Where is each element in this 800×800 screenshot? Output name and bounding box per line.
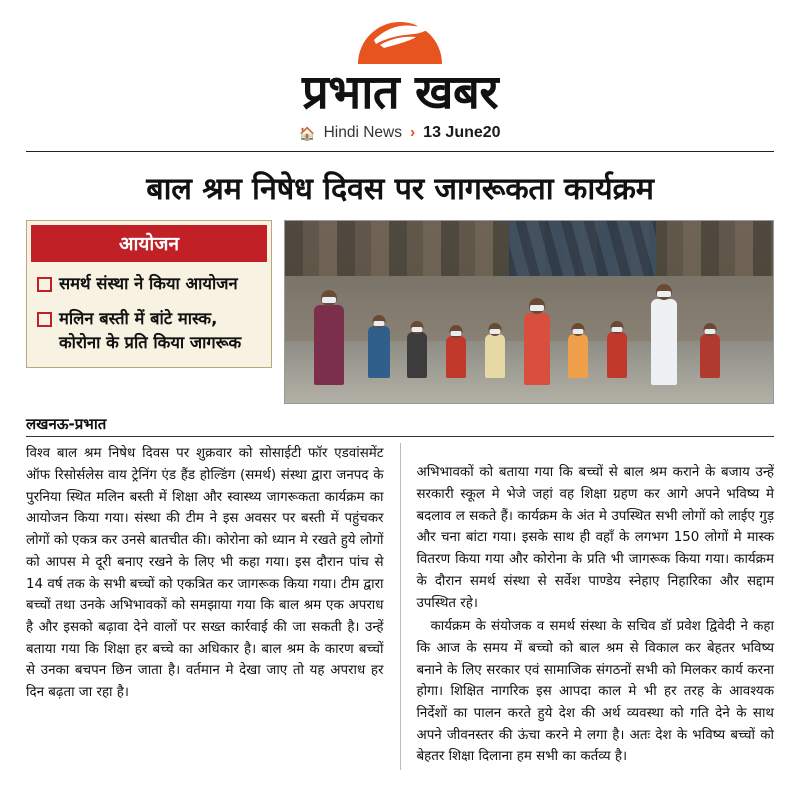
photo-tarpaulin-blue: [509, 221, 655, 283]
article-column-right: [416, 443, 774, 770]
photo-person-mask: [412, 327, 423, 332]
article-column-left: [26, 443, 384, 705]
photo-person: [524, 313, 550, 385]
article-body: [26, 443, 774, 770]
photo-person: [314, 305, 344, 385]
feature-row: [26, 220, 774, 404]
photo-person: [407, 332, 427, 378]
photo-person: [446, 336, 466, 378]
paragraph: कार्यक्रम के संयोजक व समर्थ संस्था के सचिव डॉ प्रवेश द्विवेदी ने कहा कि आज के समय में बच्चो को बाल श्रम से विकाल कर बेहतर भविष्य बनाने के लिए सरकार एवं सामाजिक संगठनों सभी को मिलकर कार्य करना होगा। शिक्षित नागरिक इस आपदा काल मे भी हर तरह के आवश्यक निर्देशों का पालन करते हुये देश की अर्थ व्यवस्था को गति देने के साथ अपने जीवनस्तर की ऊंचा करने मे लगा है। अतः देश के भविष्य बच्चों को बेहतर शिक्षा दिलाना हम सभी का कर्तव्य है।: [416, 619, 774, 765]
photo-person: [485, 334, 505, 378]
list-item: [37, 307, 261, 355]
aayojan-title: आयोजन: [31, 225, 267, 262]
photo-person-mask: [657, 291, 671, 297]
masthead-divider: [26, 151, 774, 152]
photo-person-mask: [490, 329, 501, 334]
home-icon: 🏠: [299, 125, 316, 141]
photo-person: [651, 299, 677, 385]
photo-person-mask: [573, 329, 584, 334]
photo-person-mask: [322, 297, 336, 303]
photo-person-mask: [704, 329, 715, 334]
aayojan-list: [27, 262, 271, 367]
photo-person: [607, 332, 627, 378]
paragraph: अभिभावकों को बताया गया कि बच्चों से बाल श्रम कराने के बजाय उन्हें सरकारी स्कूल मे भेजे जहां वह शिक्षा ग्रहण कर आगे अपने भविष्य मे बदलाव ल सकते हैं। कार्यक्रम के अंत मे उपस्थित सभी लोगों को लाईए गुड़ और चना बांटा गया। इसके साथ ही वहाँ के लगभग 150 लोगों मे मास्क वितरण किया गया और कोरोना के प्रति भी जागरूक किया गया। कार्यक्रम के दौरान समर्थ संस्था से सर्वेश पाण्डेय स्नेहाए निहारिका और सद्दाम उपस्थित रहे।: [416, 465, 774, 611]
list-item-label: मलिन बस्ती में बांटे मास्क, कोरोना के प्रति किया जागरूक: [59, 309, 242, 353]
aayojan-box: [26, 220, 272, 368]
paragraph: विश्व बाल श्रम निषेध दिवस पर शुक्रवार को सोसाईटी फॉर एडवांसमेंट ऑफ रिसोर्सलेस वाय ट्रेनिंग एंड हैंड होल्डिंग (समर्थ) संस्था द्वारा जनपद के पुरनिया स्थित मलिन बस्ती में शिक्षा और स्वास्थ्य जागरूकता कार्यक्रम का आयोजन किया गया। संस्था की टीम ने इस अवसर पर बस्ती में पहुंचकर लोगों को एकत्र कर उनसे बातचीत की। कोरोना को ध्यान मे रखते हुये लोगों को आपस मे दूरी बनाए रखने के लिए भी कहा गया। इस दौरान पांच से 14 वर्ष तक के सभी बच्चों को एकत्रित कर जागरूक किया गया। टीम द्वारा बच्चों तथा उनके अभिभावकों को समझाया गया कि बाल श्रम एक अपराध है और इसको बढ़ावा देने वालों पर सख्त कार्रवाई की जा सकती है। उन्हें बताया गया कि शिक्षा हर बच्चे का अधिकार है। बाल श्रम के कारण बच्चों से उनका बचपन छिन जाता है। वर्तमान मे देखा जाए तो यह अपराध हर दिन बढ़ता जा रहा है।: [26, 446, 384, 701]
breadcrumb-separator: ›: [410, 124, 416, 142]
list-item-label: समर्थ संस्था ने किया आयोजन: [59, 274, 238, 294]
photo-person-mask: [373, 321, 384, 326]
bird-icon: [370, 18, 440, 52]
photo-person-mask: [451, 331, 462, 336]
list-item: [37, 272, 261, 296]
masthead: [26, 10, 774, 152]
square-bullet-icon: [37, 277, 52, 292]
masthead-subline: [26, 124, 774, 142]
byline: लखनऊ-प्रभात: [26, 415, 107, 434]
logo-area: [26, 14, 774, 70]
photo-person: [700, 334, 720, 378]
photo-person: [368, 326, 390, 378]
square-bullet-icon: [37, 312, 52, 327]
sun-bird-logo-icon: [340, 16, 460, 68]
page-title: बाल श्रम निषेध दिवस पर जागरूकता कार्यक्रम: [146, 172, 654, 208]
section-label[interactable]: Hindi News: [323, 124, 402, 142]
paper-name: प्रभात खबर: [301, 65, 499, 120]
publication-date: 13 June20: [423, 124, 501, 142]
photo-person-mask: [530, 305, 544, 311]
news-photo: [284, 220, 774, 404]
photo-person: [568, 334, 588, 378]
column-divider: [400, 443, 401, 770]
byline-divider: [26, 436, 774, 437]
photo-person-mask: [612, 327, 623, 332]
